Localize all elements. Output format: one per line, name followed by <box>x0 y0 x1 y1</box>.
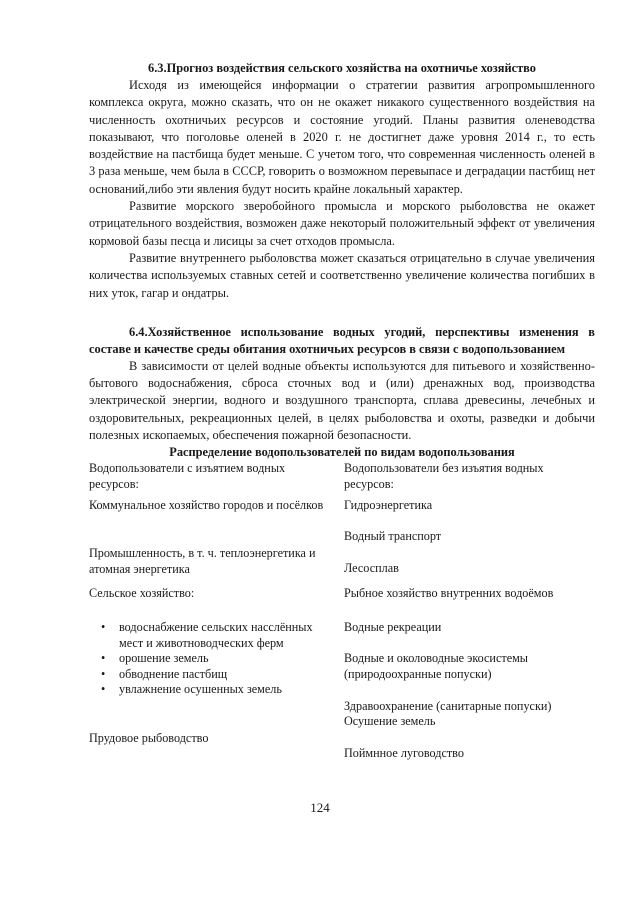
right-item-water-transport: Водный транспорт <box>344 529 442 544</box>
right-item-timber-rafting: Лесосплав <box>344 561 399 576</box>
section-6-4-paragraph-1: В зависимости от целей водные объекты используются для питьевого и хозяйственно-бытового водоснабжения, сброса сточных вод и (или) дренажных вод, производства электрической энергии, водного и воздушного транспорта, сплава древесины, лечебных и оздоровительных, рекреационных целей, в целях рыболовства и охоты, разведки и добычи полезных ископаемых, обеспечения пожарной безопасности. <box>89 358 595 443</box>
bullet-item: • увлажнение осушенных земель <box>99 682 329 698</box>
section-6-4-heading: 6.4.Хозяйственное использование водных угодий, перспективы изменения в составе и качестве среды обитания охотничьих ресурсов в связи с водопользованием <box>89 324 595 356</box>
section-6-3-paragraph-2: Развитие морского зверобойного промысла и морского рыболовства не окажет отрицательного воздействия, возможен даже некоторый положительный эффект от увеличения кормовой базы песца и лисицы за счет отходов промысла. <box>89 199 595 248</box>
left-column-header: Водопользователи с изъятием водных ресурсов: <box>89 461 286 491</box>
water-users-table <box>89 461 595 761</box>
left-item-agriculture: Сельское хозяйство: <box>89 586 195 601</box>
section-6-3-paragraph-3: Развитие внутреннего рыболовства может сказаться отрицательно в случае увеличения количества используемых ставных сетей и соответственно увеличение количества погибших в них уток, гагар и ондатры. <box>89 250 595 300</box>
page-number: 124 <box>310 800 330 815</box>
bullet-item: • обводнение пастбищ <box>99 667 329 683</box>
section-6-3-heading: 6.3.Прогноз воздействия сельского хозяйства на охотничье хозяйство <box>148 61 536 75</box>
right-item-land-drainage: Осушение земель <box>344 714 436 729</box>
table-title: Распределение водопользователей по видам водопользования <box>169 445 515 460</box>
bullet-item: • орошение земель <box>99 651 329 667</box>
right-item-ecosystems: Водные и околоводные экосистемы (природоохранные попуски) <box>344 651 529 681</box>
right-item-healthcare: Здравоохранение (санитарные попуски) <box>344 699 552 714</box>
document-page <box>89 60 595 761</box>
bullet-item: • водоснабжение сельских насслённых мест и животноводческих ферм <box>99 620 329 651</box>
section-6-3-paragraph-1: Исходя из имеющейся информации о стратегии развития агропромышленного комплекса округа, можно сказать, что он не окажет никакого существенного воздействия на численность охотничьих ресурсов и состояние угодий. Планы развития оленеводства показывают, что поголовье оленей в 2020 г. не достигнет даже уровня 2014 г., то есть воздействие на пастбища будет меньше. С учетом того, что современная численность оленей в 3 раза меньше, чем была в СССР, говорить о возможном перевыпасе и деградации пастбищ нет оснований,либо эти явления будут носить крайне локальный характер. <box>89 78 595 196</box>
right-column-header: Водопользователи без изъятия водных ресурсов: <box>344 461 544 491</box>
right-item-inland-fisheries: Рыбное хозяйство внутренних водоёмов <box>344 586 554 601</box>
agriculture-bullet-list <box>99 620 329 698</box>
left-item-communal: Коммунальное хозяйство городов и посёлков <box>89 498 324 513</box>
right-item-water-recreation: Водные рекреации <box>344 620 442 635</box>
right-item-hydropower: Гидроэнергетика <box>344 498 433 513</box>
right-item-floodplain-meadows: Поймнное луговодство <box>344 746 464 761</box>
left-item-industry: Промышленность, в т. ч. теплоэнергетика и атомная энергетика <box>89 546 316 576</box>
left-item-pond-fish-farming: Прудовое рыбоводство <box>89 731 209 746</box>
